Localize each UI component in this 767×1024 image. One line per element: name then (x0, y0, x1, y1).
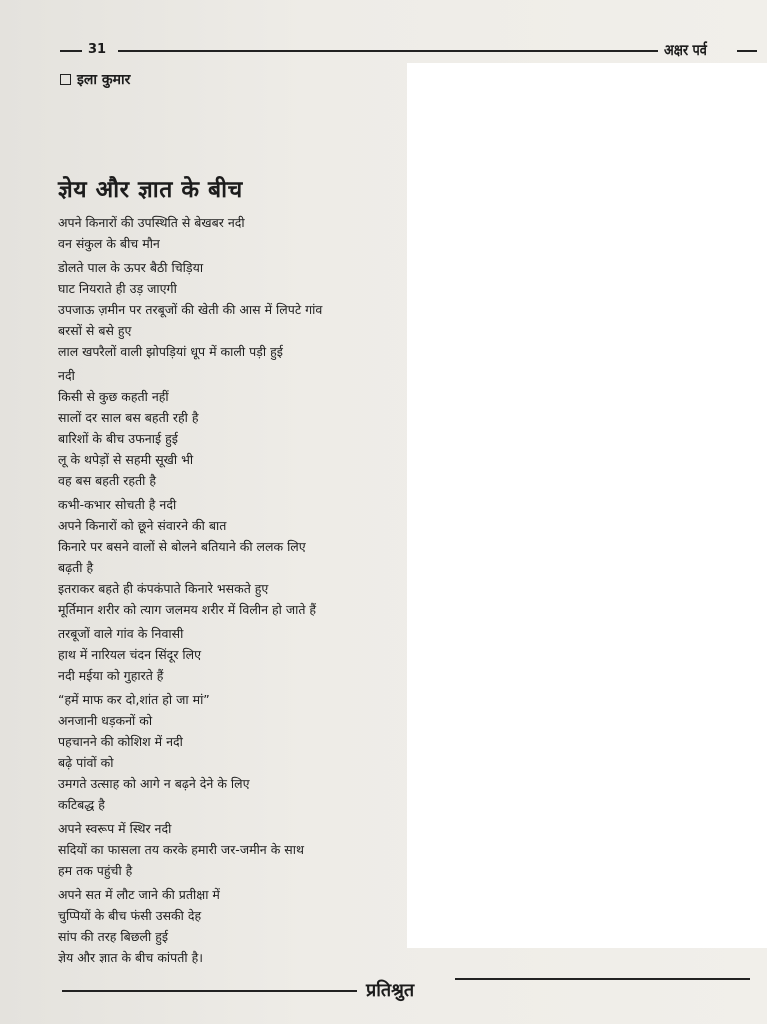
magazine-name: अक्षर पर्व (664, 41, 707, 59)
blank-panel (407, 63, 767, 948)
poem-line: “हमें माफ कर दो,शांत हो जा मां” (58, 692, 210, 707)
poem-stanza (58, 365, 408, 491)
poem-line: तरबूजों वाले गांव के निवासी (58, 626, 184, 641)
poem-line: अपने सत में लौट जाने की प्रतीक्षा में (58, 887, 220, 902)
poem-line: अनजानी धड़कनों को (58, 713, 153, 728)
poem-line: हाथ में नारियल चंदन सिंदूर लिए (58, 647, 202, 662)
poem-body (58, 212, 408, 971)
author-name: इला कुमार (77, 72, 131, 88)
poem-line: डोलते पाल के ऊपर बैठी चिड़िया (58, 260, 204, 275)
poem-title: ज्ञेय और ज्ञात के बीच (58, 177, 243, 203)
poem-line: इतराकर बहते ही कंपकंपाते किनारे भसकते हुए (58, 581, 269, 596)
page-number: 31 (88, 42, 107, 57)
poem-line: वह बस बहती रहती है (58, 473, 156, 488)
poem-line: सांप की तरह बिछली हुई (58, 929, 169, 944)
poem-line: पहचानने की कोशिश में नदी (58, 734, 183, 749)
poem-stanza (58, 494, 408, 620)
poem-line: नदी मईया को गुहारते हैं (58, 668, 164, 683)
poem-stanza (58, 212, 408, 254)
poem-stanza (58, 689, 408, 815)
poem-line: किनारे पर बसने वालों से बोलने बतियाने की ललक लिए (58, 539, 306, 554)
header-dash-right (737, 50, 757, 52)
header-rule (118, 50, 658, 52)
poem-line: कटिबद्ध है (58, 797, 105, 812)
author-byline (60, 70, 130, 89)
poem-line: लू के थपेड़ों से सहमी सूखी भी (58, 452, 194, 467)
poem-line: कभी-कभार सोचती है नदी (58, 497, 177, 512)
header-dash-left (60, 50, 82, 52)
poem-line: उपजाऊ ज़मीन पर तरबूजों की खेती की आस में लिपटे गांव (58, 302, 323, 317)
poem-stanza (58, 623, 408, 686)
footer-logo: प्रतिश्रुत (366, 980, 415, 1001)
poem-line: बढ़े पांवों को (58, 755, 114, 770)
poem-line: लाल खपरैलों वाली झोपड़ियां धूप में काली पड़ी हुई (58, 344, 283, 359)
poem-line: सालों दर साल बस बहती रही है (58, 410, 199, 425)
poem-line: चुप्पियों के बीच फंसी उसकी देह (58, 908, 202, 923)
poem-line: अपने किनारों की उपस्थिति से बेखबर नदी (58, 215, 245, 230)
poem-stanza (58, 257, 408, 362)
poem-line: वन संकुल के बीच मौन (58, 236, 160, 251)
poem-line: मूर्तिमान शरीर को त्याग जलमय शरीर में विलीन हो जाते हैं (58, 602, 317, 617)
poem-line: अपने किनारों को छूने संवारने की बात (58, 518, 227, 533)
poem-line: नदी (58, 368, 75, 383)
poem-stanza (58, 818, 408, 881)
footer-rule-right (455, 978, 750, 980)
poem-line: हम तक पहुंची है (58, 863, 133, 878)
poem-line: किसी से कुछ कहती नहीं (58, 389, 169, 404)
poem-line: बरसों से बसे हुए (58, 323, 132, 338)
poem-line: अपने स्वरूप में स्थिर नदी (58, 821, 172, 836)
poem-line: सदियों का फासला तय करके हमारी जर-जमीन के साथ (58, 842, 304, 857)
poem-line: उमगते उत्साह को आगे न बढ़ने देने के लिए (58, 776, 250, 791)
square-bullet-icon (60, 74, 71, 85)
poem-line: ज्ञेय और ज्ञात के बीच कांपती है। (58, 950, 203, 965)
poem-line: बारिशों के बीच उफनाई हुई (58, 431, 178, 446)
poem-line: घाट नियराते ही उड़ जाएगी (58, 281, 177, 296)
poem-stanza (58, 884, 408, 968)
footer-rule-left (62, 990, 357, 992)
poem-line: बढ़ती है (58, 560, 94, 575)
